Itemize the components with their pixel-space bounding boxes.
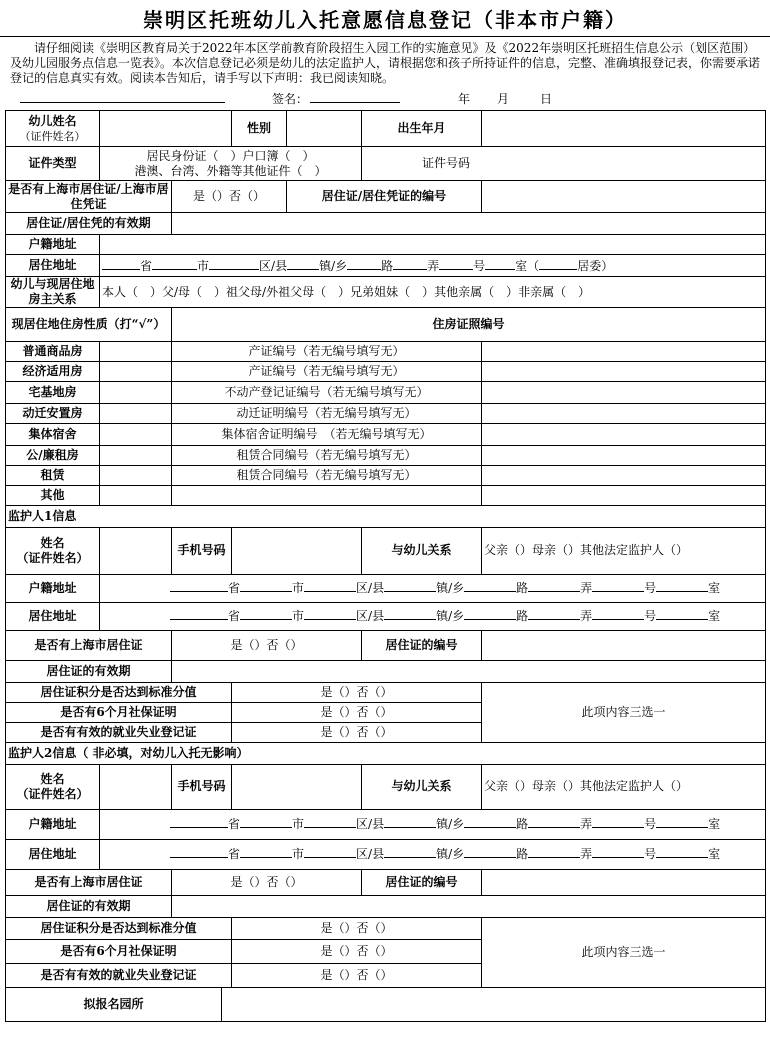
housing-cert-type: 产证编号（若无编号填写无）	[172, 362, 482, 382]
has-permit-options[interactable]: 是（）否（）	[172, 181, 287, 213]
guardian-name-row	[6, 765, 766, 809]
guardian1-header-row	[6, 506, 766, 528]
housing-check[interactable]	[100, 404, 172, 424]
hukou-label: 户籍地址	[6, 235, 100, 255]
child-address-field[interactable]: 省 市 区/县 镇/乡 路 弄 号 室（ 居委）	[100, 255, 766, 277]
housing-cert-type: 动迁证明编号（若无编号填写无）	[172, 404, 482, 424]
guardian-phone-field[interactable]	[232, 765, 362, 809]
points-standard-options[interactable]: 是（）否（）	[232, 917, 482, 939]
housing-check[interactable]	[100, 466, 172, 486]
guardian-address-row	[6, 602, 766, 630]
address-label: 居住地址	[6, 255, 100, 277]
housing-type: 集体宿舍	[6, 424, 100, 446]
housing-type: 其他	[6, 486, 100, 506]
child-hukou-row	[6, 235, 766, 255]
guardian2-header-row	[6, 743, 766, 765]
housing-check[interactable]	[100, 446, 172, 466]
guardian-hukou-label: 户籍地址	[6, 574, 100, 602]
guardian-hukou-row	[6, 809, 766, 839]
guardian-permit-valid-label: 居住证的有效期	[6, 895, 172, 917]
housing-row	[6, 466, 766, 486]
points-standard-label: 居住证积分是否达到标准分值	[6, 917, 232, 939]
housing-cert-field[interactable]	[482, 424, 766, 446]
housing-row	[6, 342, 766, 362]
guardian1-table	[5, 528, 766, 743]
school-row	[6, 988, 766, 1022]
child-name-row	[6, 111, 766, 147]
social-security-options[interactable]: 是（）否（）	[232, 939, 482, 963]
housing-row	[6, 486, 766, 506]
employment-cert-options[interactable]: 是（）否（）	[232, 722, 482, 742]
permit-valid-field[interactable]	[172, 213, 766, 235]
choose-one-note: 此项内容三选一	[482, 917, 766, 987]
housing-row	[6, 382, 766, 404]
guardian-has-permit-options[interactable]: 是（）否（）	[172, 630, 362, 660]
housing-cert-field[interactable]	[482, 486, 766, 506]
housing-cert-type: 不动产登记证编号（若无编号填写无）	[172, 382, 482, 404]
guardian-q1-row	[6, 917, 766, 939]
housing-cert-field[interactable]	[482, 404, 766, 424]
relation-options[interactable]: 本人（ ）父/母（ ）祖父母/外祖父母（ ）兄弟姐妹（ ）其他亲属（ ）非亲属（ ）	[100, 277, 766, 308]
guardian-phone-label: 手机号码	[172, 765, 232, 809]
points-standard-options[interactable]: 是（）否（）	[232, 682, 482, 702]
gender-label: 性别	[232, 111, 287, 147]
guardian-has-permit-label: 是否有上海市居住证	[6, 869, 172, 895]
guardian-q1-row	[6, 682, 766, 702]
birth-label: 出生年月	[362, 111, 482, 147]
id-type-label: 证件类型	[6, 147, 100, 181]
intro-notice: 请仔细阅读《崇明区教育局关于2022年本区学前教育阶段招生入园工作的实施意见》及《2022年崇明区托班招生信息公示（划区范围）及幼儿园服务点信息一览表》。本次信息登记必须是幼儿的法定监护人，请根据您和孩子所持证件的信息，完整、准确填报登记表，你需要承诺登记的信息真实有效。阅读本告知后，请手写以下声明：我已阅读知晓。	[10, 41, 761, 85]
guardian-name-label: 姓名 （证件姓名）	[6, 765, 100, 809]
guardian-relation-label: 与幼儿关系	[362, 765, 482, 809]
school-field[interactable]	[222, 988, 766, 1022]
guardian-name-row	[6, 528, 766, 574]
housing-check[interactable]	[100, 342, 172, 362]
month-label: 月	[497, 92, 510, 106]
housing-cert-type: 产证编号（若无编号填写无）	[172, 342, 482, 362]
guardian-permit-number-field[interactable]	[482, 869, 766, 895]
relation-row	[6, 277, 766, 308]
guardian-permit-valid-row	[6, 895, 766, 917]
social-security-options[interactable]: 是（）否（）	[232, 702, 482, 722]
child-permit-row	[6, 181, 766, 213]
guardian-relation-options[interactable]: 父亲（）母亲（）其他法定监护人（）	[482, 528, 766, 574]
housing-cert-type: 租赁合同编号（若无编号填写无）	[172, 446, 482, 466]
child-id-row	[6, 147, 766, 181]
employment-cert-label: 是否有有效的就业失业登记证	[6, 722, 232, 742]
guardian-hukou-field[interactable]: 省 市 区/县 镇/乡 路 弄 号 室	[100, 574, 766, 602]
housing-type: 普通商品房	[6, 342, 100, 362]
guardian-relation-options[interactable]: 父亲（）母亲（）其他法定监护人（）	[482, 765, 766, 809]
child-permit-valid-row	[6, 213, 766, 235]
guardian-address-row	[6, 839, 766, 869]
guardian1-header: 监护人1信息	[6, 506, 766, 528]
permit-number-label: 居住证/居住凭证的编号	[287, 181, 482, 213]
employment-cert-label: 是否有有效的就业失业登记证	[6, 963, 232, 987]
housing-type-label: 现居住地住房性质（打“√”）	[6, 308, 172, 342]
housing-cert-field[interactable]	[482, 382, 766, 404]
points-standard-label: 居住证积分是否达到标准分值	[6, 682, 232, 702]
id-type-options[interactable]: 居民身份证（ ）户口簿（ ） 港澳、台湾、外籍等其他证件（ ）	[100, 147, 362, 181]
guardian-permit-valid-row	[6, 660, 766, 682]
permit-valid-label: 居住证/居住凭的有效期	[6, 213, 172, 235]
guardian-hukou-row	[6, 574, 766, 602]
child-address-row	[6, 255, 766, 277]
guardian2-header: 监护人2信息（ 非必填，对幼儿入托无影响）	[6, 743, 766, 765]
housing-check[interactable]	[100, 382, 172, 404]
employment-cert-options[interactable]: 是（）否（）	[232, 963, 482, 987]
registration-table	[5, 110, 766, 528]
guardian-permit-row	[6, 630, 766, 660]
guardian-has-permit-options[interactable]: 是（）否（）	[172, 869, 362, 895]
housing-type: 动迁安置房	[6, 404, 100, 424]
choose-one-note: 此项内容三选一	[482, 682, 766, 742]
signature-label: 签名：	[272, 92, 309, 106]
guardian-name-field[interactable]	[100, 765, 172, 809]
guardian-phone-label: 手机号码	[172, 528, 232, 574]
child-name-label: 幼儿姓名 （证件姓名）	[6, 111, 100, 147]
guardian-permit-number-label: 居住证的编号	[362, 869, 482, 895]
housing-check[interactable]	[100, 486, 172, 506]
housing-cert-type: 集体宿舍证明编号 （若无编号填写无）	[172, 424, 482, 446]
guardian2-table	[5, 765, 766, 988]
housing-type: 租赁	[6, 466, 100, 486]
guardian-permit-valid-field[interactable]	[172, 895, 766, 917]
signature-line[interactable]	[310, 102, 400, 103]
school-label: 拟报名园所	[6, 988, 222, 1022]
housing-rows	[6, 342, 766, 506]
guardian-has-permit-label: 是否有上海市居住证	[6, 630, 172, 660]
form-title: 崇明区托班幼儿入托意愿信息登记（非本市户籍）	[0, 0, 770, 37]
guardian-name-label: 姓名 （证件姓名）	[6, 528, 100, 574]
day-label: 日	[540, 92, 553, 106]
housing-type: 公/廉租房	[6, 446, 100, 466]
guardian-address-label: 居住地址	[6, 839, 100, 869]
year-label: 年	[458, 92, 471, 106]
housing-row	[6, 424, 766, 446]
relation-label: 幼儿与现居住地房主关系	[6, 277, 100, 308]
gender-field[interactable]	[287, 111, 362, 147]
guardian-address-label: 居住地址	[6, 602, 100, 630]
housing-cert-field[interactable]	[482, 466, 766, 486]
guardian-permit-valid-label: 居住证的有效期	[6, 660, 172, 682]
birth-field[interactable]	[482, 111, 766, 147]
housing-cert-field[interactable]	[482, 342, 766, 362]
housing-row	[6, 446, 766, 466]
housing-row	[6, 404, 766, 424]
hukou-field[interactable]	[100, 235, 766, 255]
guardian-relation-label: 与幼儿关系	[362, 528, 482, 574]
signature-row	[0, 88, 770, 110]
guardian-permit-valid-field[interactable]	[172, 660, 766, 682]
guardian-permit-number-label: 居住证的编号	[362, 630, 482, 660]
housing-header-row	[6, 308, 766, 342]
guardian-address-field[interactable]: 省 市 区/县 镇/乡 路 弄 号 室	[100, 839, 766, 869]
guardian-phone-field[interactable]	[232, 528, 362, 574]
statement-write-line[interactable]	[20, 102, 225, 103]
guardian-name-field[interactable]	[100, 528, 172, 574]
housing-cert-label: 住房证照编号	[172, 308, 766, 342]
housing-cert-field[interactable]	[482, 446, 766, 466]
id-number-label[interactable]: 证件号码	[362, 147, 766, 181]
social-security-label: 是否有6个月社保证明	[6, 939, 232, 963]
guardian-hukou-label: 户籍地址	[6, 809, 100, 839]
child-name-field[interactable]	[100, 111, 232, 147]
guardian-permit-row	[6, 869, 766, 895]
has-permit-label: 是否有上海市居住证/上海市居住凭证	[6, 181, 172, 213]
housing-check[interactable]	[100, 424, 172, 446]
guardian-hukou-field[interactable]: 省 市 区/县 镇/乡 路 弄 号 室	[100, 809, 766, 839]
housing-cert-type: 租赁合同编号（若无编号填写无）	[172, 466, 482, 486]
social-security-label: 是否有6个月社保证明	[6, 702, 232, 722]
guardian-address-field[interactable]: 省 市 区/县 镇/乡 路 弄 号 室	[100, 602, 766, 630]
housing-cert-type	[172, 486, 482, 506]
housing-type: 经济适用房	[6, 362, 100, 382]
school-table	[5, 988, 766, 1023]
guardian-permit-number-field[interactable]	[482, 630, 766, 660]
permit-number-field[interactable]	[482, 181, 766, 213]
housing-cert-field[interactable]	[482, 362, 766, 382]
housing-check[interactable]	[100, 362, 172, 382]
housing-row	[6, 362, 766, 382]
housing-type: 宅基地房	[6, 382, 100, 404]
guardian2-header-table	[5, 743, 766, 766]
